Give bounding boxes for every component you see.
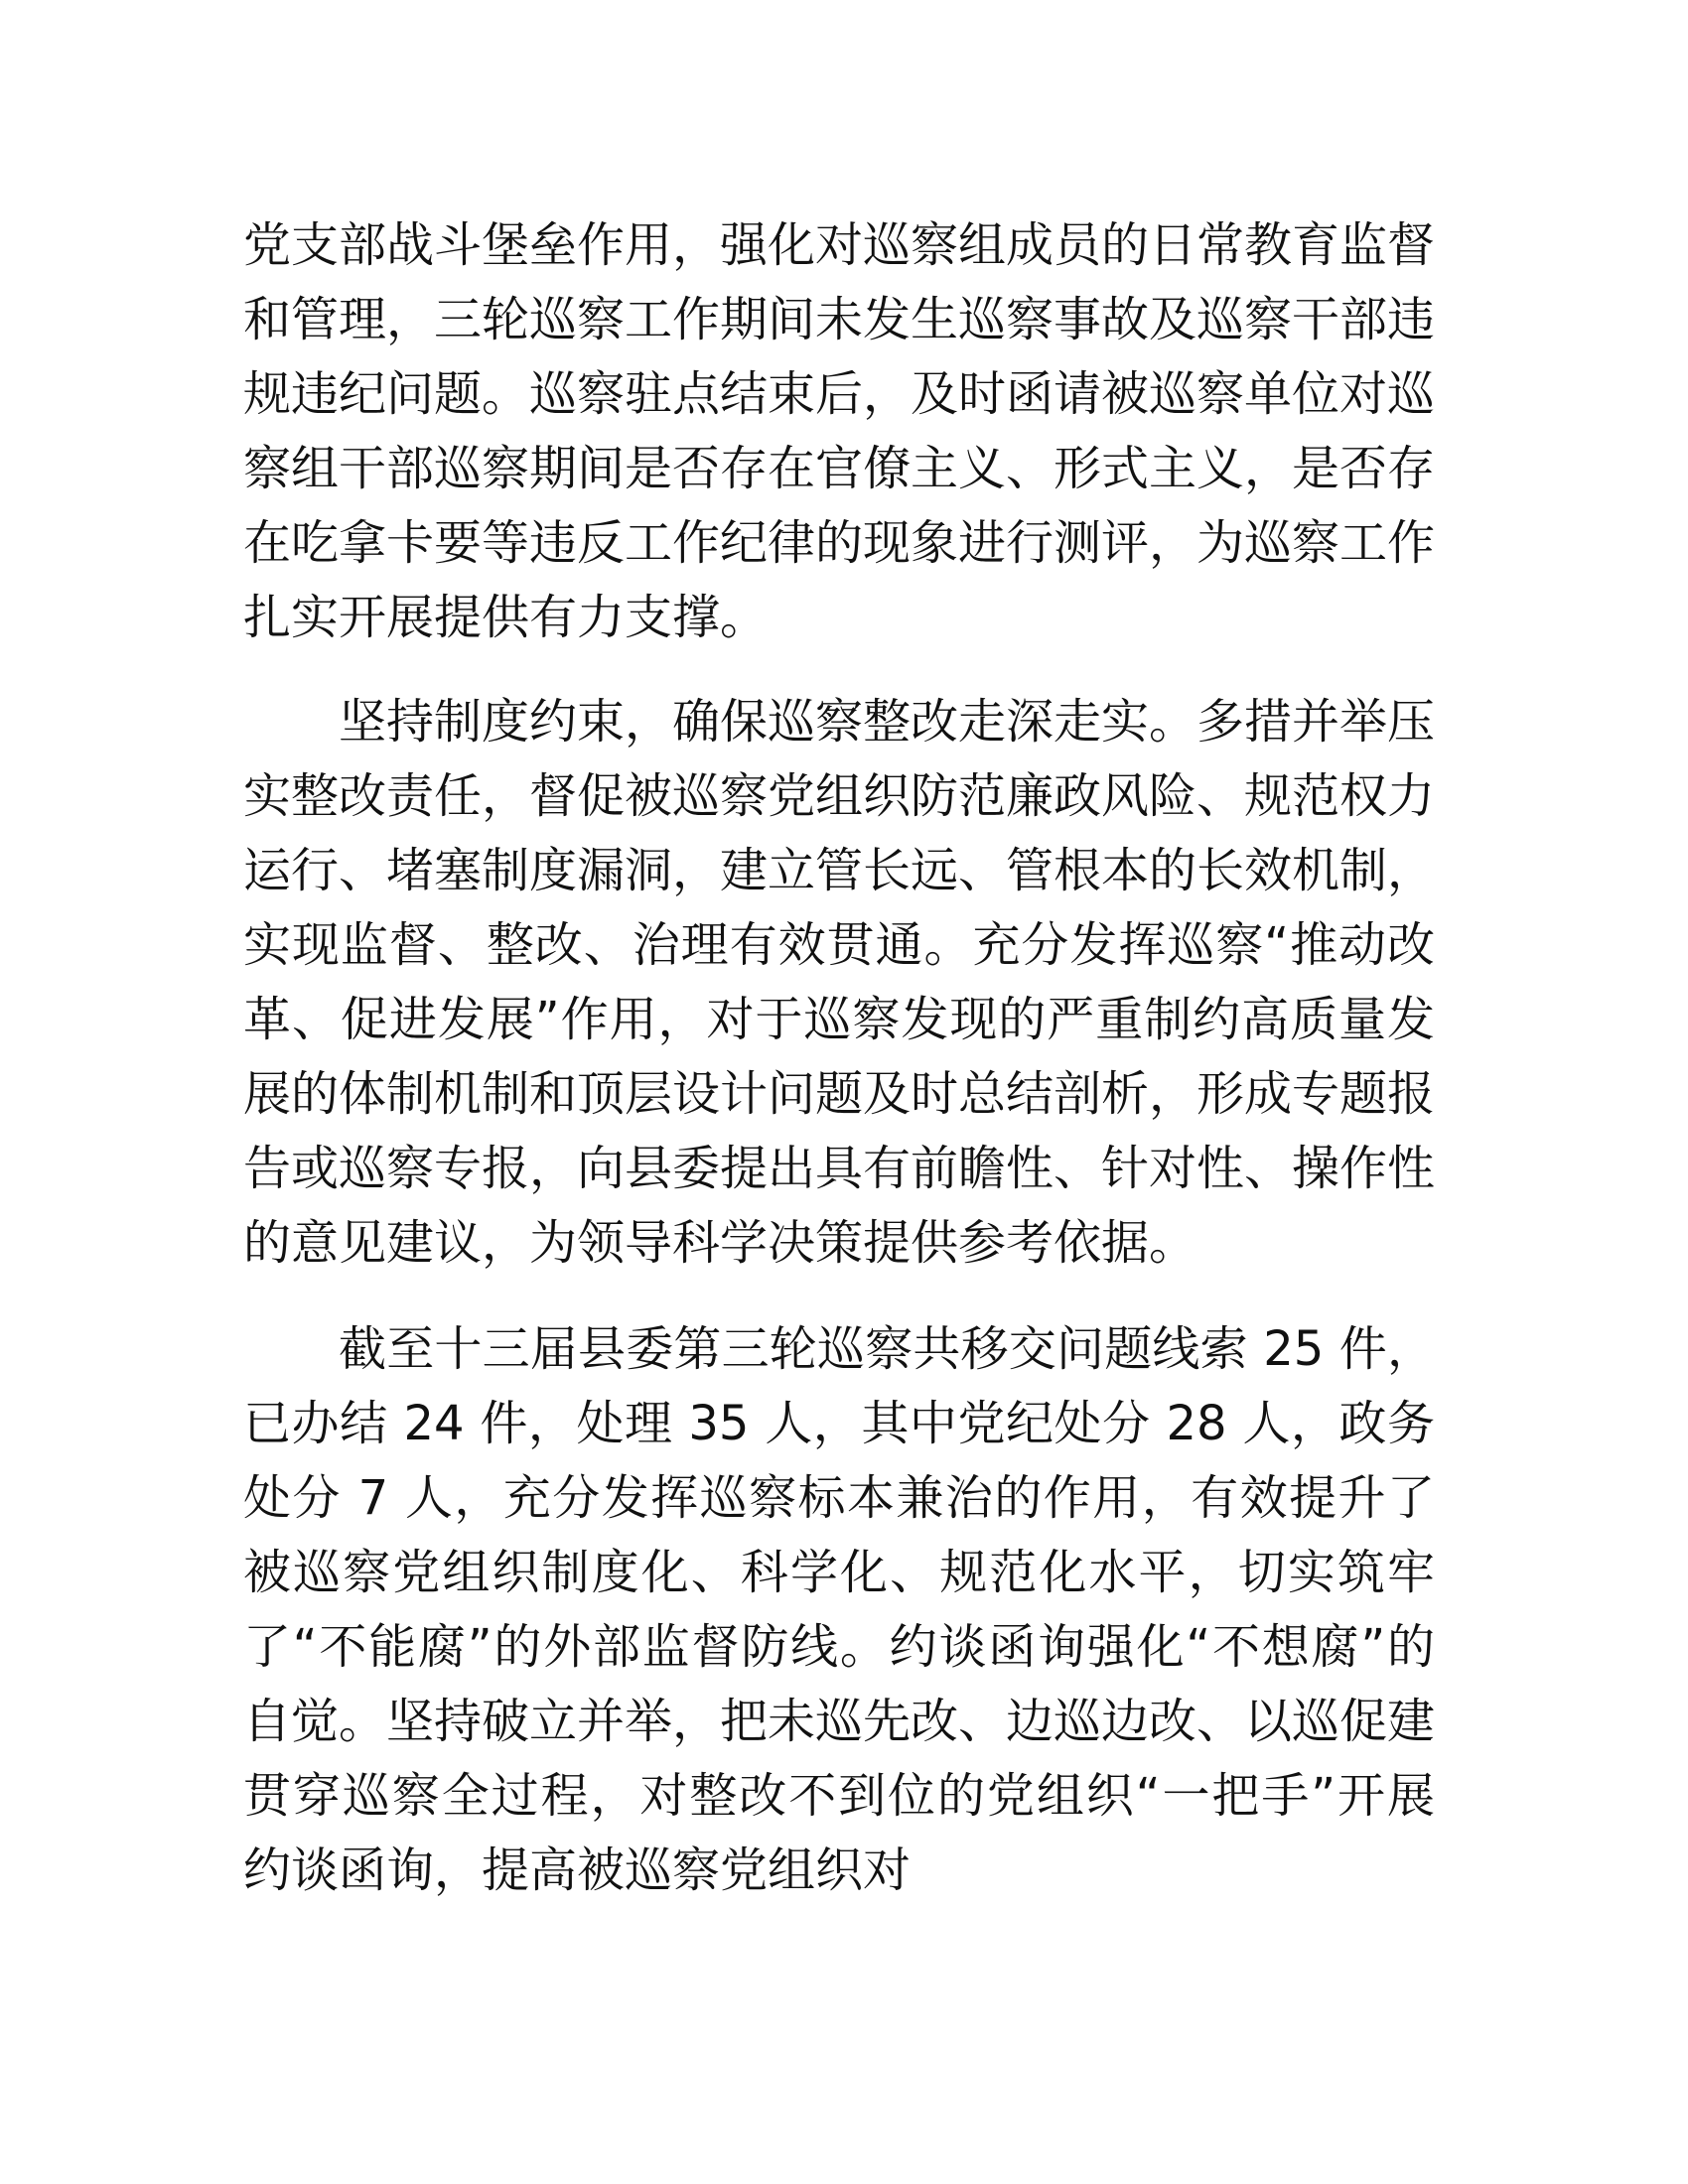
paragraph-system-constraint: 坚持制度约束，确保巡察整改走深走实。多措并举压实整改责任，督促被巡察党组织防范廉政风险、规范权力运行、堵塞制度漏洞，建立管长远、管根本的长效机制，实现监督、整改、治理有效贯通。充分发挥巡察“推动改革、促进发展”作用，对于巡察发现的严重制约高质量发展的体制机制和顶层设计问题及时总结剖析，形成专题报告或巡察专报，向县委提出具有前瞻性、针对性、操作性的意见建议，为领导科学决策提供参考依据。 [243, 694, 1436, 1271]
paragraph-results: 截至十三届县委第三轮巡察共移交问题线索 25 件，已办结 24 件，处理 35 人，其中党纪处分 28 人，政务处分 7 人，充分发挥巡察标本兼治的作用，有效提升了被巡察党组织制度化、科学化、规范化水平，切实筑牢了“不能腐”的外部监督防线。约谈函询强化“不想腐”的自觉。坚持破立并举，把未巡先改、边巡边改、以巡促建贯穿巡察全过程，对整改不到位的党组织“一把手”开展约谈函询，提高被巡察党组织对 [243, 1321, 1436, 1898]
paragraph-continuation: 党支部战斗堡垒作用，强化对巡察组成员的日常教育监督和管理，三轮巡察工作期间未发生巡察事故及巡察干部违规违纪问题。巡察驻点结束后，及时函请被巡察单位对巡察组干部巡察期间是否存在官僚主义、形式主义，是否存在吃拿卡要等违反工作纪律的现象进行测评，为巡察工作扎实开展提供有力支撑。 [243, 217, 1436, 645]
